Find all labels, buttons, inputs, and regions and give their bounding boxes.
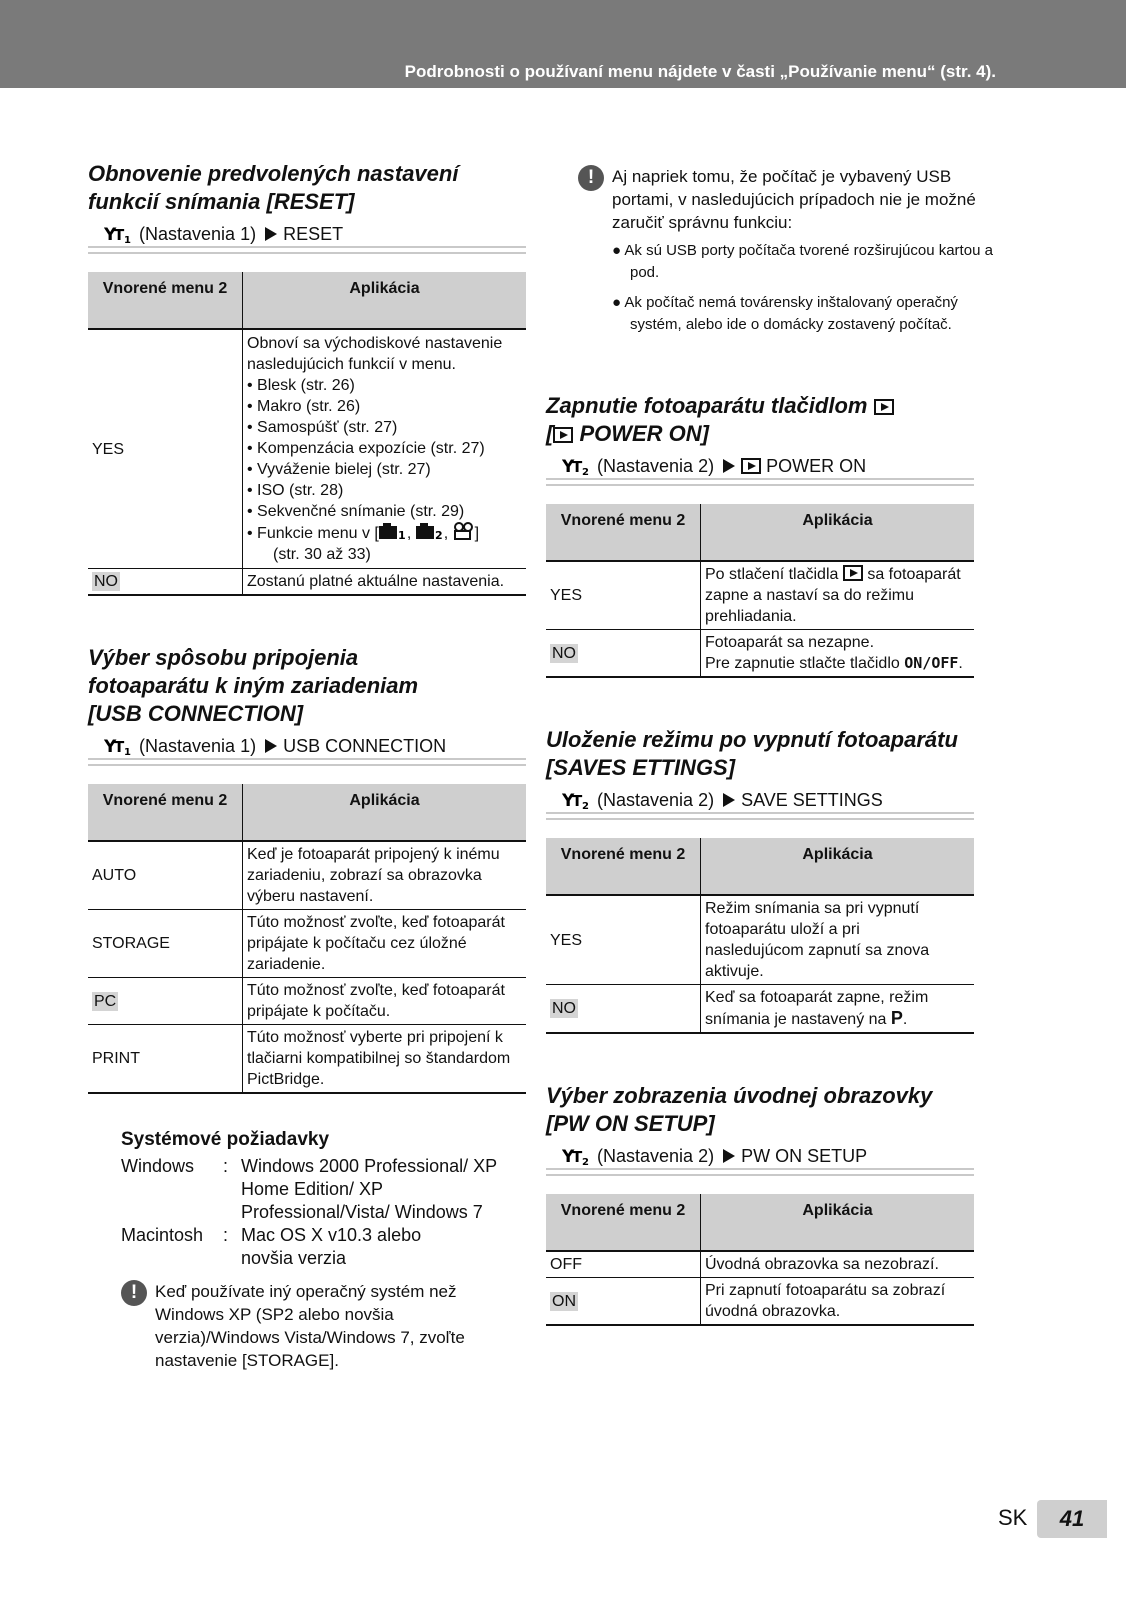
pwon-menu-path: Y T 2 (Nastavenia 2) PW ON SETUP: [562, 1144, 974, 1172]
svg-text:Y: Y: [562, 1147, 575, 1166]
svg-text:T: T: [114, 226, 125, 244]
setup1-icon: [104, 222, 134, 244]
svg-text:1: 1: [397, 529, 406, 540]
svg-text:Y: Y: [562, 791, 575, 810]
option-no: NO: [546, 630, 701, 678]
svg-text:1: 1: [124, 747, 131, 756]
reset-section: [88, 160, 526, 596]
caution-icon: !: [578, 165, 604, 191]
list-item: • Blesk (str. 26): [247, 377, 355, 394]
caution-icon: !: [121, 1280, 147, 1306]
col-header-submenu: Vnorené menu 2: [546, 838, 701, 895]
option-description: Zostanú platné aktuálne nastavenia.: [243, 569, 527, 596]
pwon-title: Výber zobrazenia úvodnej obrazovky [PW ON SETUP]: [546, 1083, 933, 1136]
svg-text:2: 2: [434, 529, 443, 540]
option-pc: PC: [88, 978, 243, 1025]
usb-path-target: USB CONNECTION: [283, 736, 447, 756]
language-code: SK: [998, 1505, 1028, 1530]
option-on: ON: [546, 1278, 701, 1326]
usb-title: Výber spôsobu pripojenia fotoaparátu k iným zariadeniam [USB CONNECTION]: [88, 645, 419, 726]
list-item: ● Ak počítač nemá továrensky inštalovaný operačný systém, alebo ide o domácky zostavený počítač.: [612, 294, 958, 333]
save-title: Uloženie režimu po vypnutí fotoaparátu [SAVES ETTINGS]: [546, 727, 958, 780]
save-section: [546, 726, 974, 1034]
col-header-submenu: Vnorené menu 2: [88, 784, 243, 841]
usb-path-label: (Nastavenia 1): [139, 736, 257, 756]
list-item: • Samospúšť (str. 27): [247, 419, 398, 436]
reset-menu-path: [104, 222, 526, 250]
svg-text:2: 2: [582, 1157, 589, 1166]
option-no: NO: [88, 569, 243, 596]
table-row: [546, 985, 974, 1034]
reset-path-label: (Nastavenia 1): [139, 224, 257, 244]
col-header-application: Aplikácia: [243, 272, 527, 329]
playback-icon: [843, 565, 863, 581]
option-yes: YES: [546, 895, 701, 985]
arrow-right-icon: [723, 1149, 735, 1163]
playback-icon: [741, 458, 761, 474]
svg-text:2: 2: [582, 467, 589, 476]
usb-caution-list: [612, 240, 995, 336]
option-no: NO: [546, 985, 701, 1034]
option-print: PRINT: [88, 1025, 243, 1094]
system-requirements: [121, 1128, 521, 1372]
option-description: Túto možnosť zvoľte, keď fotoaparát pripájate k počítaču.: [243, 978, 527, 1025]
svg-text:T: T: [114, 738, 125, 756]
table-row: [546, 895, 974, 985]
table-row: [546, 630, 974, 678]
table-row: [546, 561, 974, 630]
camera2-icon: [416, 522, 444, 540]
setup2-icon: [562, 454, 592, 476]
table-row: [546, 1251, 974, 1278]
svg-text:T: T: [572, 458, 583, 476]
col-header-submenu: Vnorené menu 2: [546, 1194, 701, 1251]
system-row-windows: Windows : Windows 2000 Professional/ XP Home Edition/ XP Professional/Vista/ Windows 7: [121, 1155, 521, 1224]
arrow-right-icon: [265, 227, 277, 241]
svg-text:2: 2: [582, 801, 589, 810]
svg-text:Y: Y: [104, 737, 117, 756]
option-off: OFF: [546, 1251, 701, 1278]
svg-text:T: T: [572, 1148, 583, 1166]
save-table: [546, 838, 974, 1034]
power-title: Zapnutie fotoaparátu tlačidlom [ POWER ON]: [546, 392, 974, 448]
option-description: Túto možnosť vyberte pri pripojení k tlačiarni kompatibilnej so štandardom PictBridge.: [243, 1025, 527, 1094]
list-item: • Sekvenčné snímanie (str. 29): [247, 503, 465, 520]
option-auto: AUTO: [88, 841, 243, 910]
col-header-application: Aplikácia: [701, 1194, 975, 1251]
os-caution: ! Keď používate iný operačný systém než Windows XP (SP2 alebo novšia verzia)/Windows Vista/Windows 7, zvoľte nastavenie [STORAGE].: [121, 1280, 495, 1372]
option-description: Keď je fotoaparát pripojený k inému zariadeniu, zobrazí sa obrazovka výberu nastavení.: [243, 841, 527, 910]
onoff-key: ON/OFF: [904, 654, 959, 672]
table-row: [88, 569, 526, 596]
setup2-icon: [562, 788, 592, 810]
system-title: Systémové požiadavky: [121, 1129, 330, 1150]
playback-icon: [553, 427, 573, 443]
save-menu-path: Y T 2 (Nastavenia 2) SAVE SETTINGS: [562, 788, 974, 816]
usb-caution: ! Aj napriek tomu, že počítač je vybavený USB portami, v nasledujúcich prípadoch nie je možné zaručiť správnu funkciu: ● Ak sú USB porty počítača tvorené rozširujúcou kartou a pod. ● Ak počítač nemá továrensky inštalovaný operačný systém, alebo ide o domácky zostavený počítač.: [578, 165, 995, 336]
option-description: [243, 329, 527, 569]
right-column: [578, 165, 995, 344]
table-row: [88, 978, 526, 1025]
col-header-application: Aplikácia: [701, 838, 975, 895]
system-key: Macintosh: [121, 1225, 204, 1245]
power-table: [546, 504, 974, 678]
movie-icon: [453, 522, 475, 540]
option-description: Pri zapnutí fotoaparátu sa zobrazí úvodná obrazovka.: [701, 1278, 975, 1326]
setup2-icon: [562, 1144, 592, 1166]
col-header-submenu: Vnorené menu 2: [88, 272, 243, 329]
system-key: Windows: [121, 1156, 195, 1176]
reset-yes-intro: Obnoví sa východiskové nastavenie nasledujúcich funkcií v menu.: [247, 335, 503, 373]
header-bar: [0, 0, 1126, 88]
table-row: [88, 329, 526, 569]
power-menu-path: Y T 2 (Nastavenia 2) POWER ON: [562, 454, 974, 482]
usb-menu-path: [104, 734, 526, 762]
setup1-icon: [104, 734, 134, 756]
svg-text:1: 1: [124, 235, 131, 244]
list-item: ● Ak sú USB porty počítača tvorené rozširujúcou kartou a pod.: [612, 242, 993, 281]
option-description: Úvodná obrazovka sa nezobrazí.: [701, 1251, 975, 1278]
table-row: [88, 1025, 526, 1094]
system-value: Windows 2000 Professional/ XP Home Edition/ XP Professional/Vista/ Windows 7: [241, 1156, 497, 1222]
left-column: [88, 160, 526, 1372]
option-description: Režim snímania sa pri vypnutí fotoaparátu uloží a pri nasledujúcom zapnutí sa znova aktivuje.: [701, 895, 975, 985]
option-storage: STORAGE: [88, 910, 243, 978]
right-column-sections: [546, 392, 974, 1326]
playback-icon: [874, 399, 894, 415]
header-note: Podrobnosti o používaní menu nájdete v časti „Používanie menu“ (str. 4).: [404, 62, 996, 81]
pwon-section: [546, 1082, 974, 1326]
pwon-table: [546, 1194, 974, 1326]
power-section: [546, 392, 974, 678]
list-item: • Vyváženie bielej (str. 27): [247, 461, 431, 478]
arrow-right-icon: [265, 739, 277, 753]
program-mode-icon: P: [890, 1008, 903, 1028]
option-description: Keď sa fotoaparát zapne, režim snímania je nastavený na P.: [701, 985, 975, 1034]
usb-table: [88, 784, 526, 1094]
usb-section: [88, 644, 526, 1094]
col-header-application: Aplikácia: [243, 784, 527, 841]
option-description: Fotoaparát sa nezapne. Pre zapnutie stlačte tlačidlo ON/OFF.: [701, 630, 975, 678]
system-row-mac: Macintosh : Mac OS X v10.3 alebo novšia verzia: [121, 1224, 521, 1270]
reset-table: [88, 272, 526, 596]
list-item: • Kompenzácia expozície (str. 27): [247, 440, 485, 457]
system-value: Mac OS X v10.3 alebo novšia verzia: [241, 1225, 422, 1268]
svg-text:T: T: [572, 792, 583, 810]
reset-title: Obnovenie predvolených nastavení funkcií snímania [RESET]: [88, 161, 459, 214]
arrow-right-icon: [723, 459, 735, 473]
arrow-right-icon: [723, 793, 735, 807]
page-number: 41: [1037, 1500, 1107, 1538]
table-row: [546, 1278, 974, 1326]
option-yes: YES: [88, 329, 243, 569]
list-item: • ISO (str. 28): [247, 482, 344, 499]
reset-yes-list: [247, 375, 522, 565]
reset-path-target: RESET: [283, 224, 344, 244]
list-item: • Makro (str. 26): [247, 398, 361, 415]
option-description: Túto možnosť zvoľte, keď fotoaparát pripájate k počítaču cez úložné zariadenie.: [243, 910, 527, 978]
col-header-application: Aplikácia: [701, 504, 975, 561]
list-item: • Funkcie menu v [ 1 , 2 , ] (str. 30 až 33): [247, 522, 522, 565]
svg-text:Y: Y: [104, 225, 117, 244]
table-row: [88, 841, 526, 910]
option-description: Po stlačení tlačidla sa fotoaparát zapne a nastaví sa do režimu prehliadania.: [701, 561, 975, 630]
option-yes: YES: [546, 561, 701, 630]
col-header-submenu: Vnorené menu 2: [546, 504, 701, 561]
svg-text:Y: Y: [562, 457, 575, 476]
table-row: [88, 910, 526, 978]
camera1-icon: [379, 522, 407, 540]
